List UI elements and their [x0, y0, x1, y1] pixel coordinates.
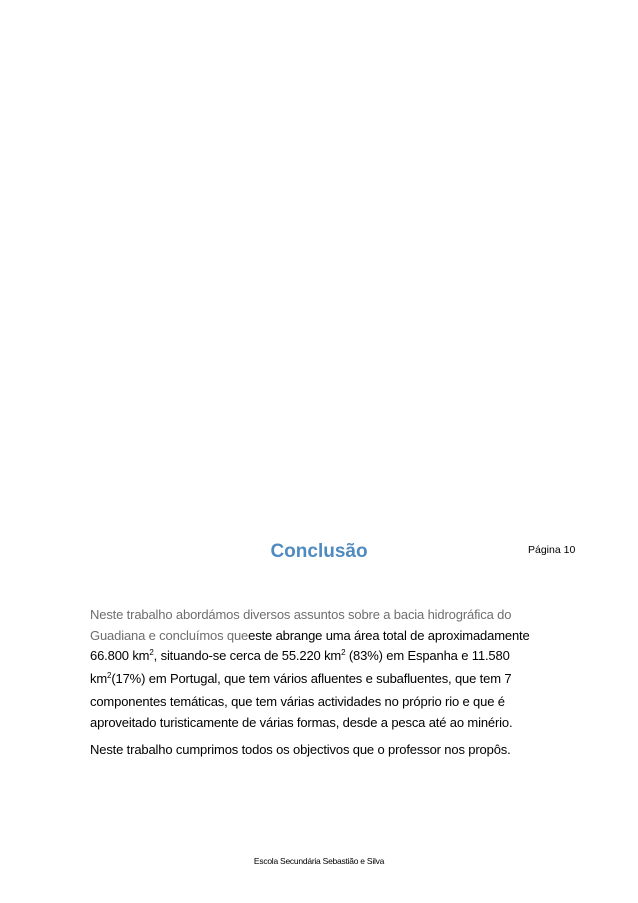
- text-span: km: [90, 671, 108, 687]
- paragraph-objectives: [90, 740, 550, 761]
- page-number: Página 10: [528, 544, 576, 556]
- text-line: [90, 626, 550, 647]
- text-line: aproveitado turisticamente de várias formas, desde a pesca até ao minério.: [90, 714, 513, 730]
- body-text: [90, 605, 550, 761]
- section-heading: Conclusão: [270, 541, 368, 562]
- text-line: Neste trabalho abordámos diversos assuntos sobre a bacia hidrográfica do: [90, 607, 512, 622]
- text-span: (83%) em Espanha e 11.580: [345, 648, 510, 664]
- superscript: 2: [341, 648, 346, 658]
- paragraph-conclusion: [90, 605, 550, 733]
- gray-text-span: Guadiana e concluímos que: [90, 627, 249, 643]
- text-line: Neste trabalho cumprimos todos os objectivos que o professor nos propôs.: [90, 742, 511, 758]
- superscript: 2: [107, 671, 112, 681]
- superscript: 2: [149, 648, 154, 658]
- page-footer: Escola Secundária Sebastião e Silva: [253, 856, 385, 866]
- text-span: 66.800 km: [90, 648, 150, 664]
- text-line: [90, 669, 550, 692]
- text-span: , situando-se cerca de 55.220 km: [153, 648, 342, 664]
- text-line: [90, 646, 550, 669]
- text-span: (17%) em Portugal, que tem vários afluentes e subafluentes, que tem 7: [111, 671, 512, 687]
- text-line: componentes temáticas, que tem várias actividades no próprio rio e que é: [90, 693, 505, 709]
- text-span: este abrange uma área total de aproximadamente: [248, 627, 530, 643]
